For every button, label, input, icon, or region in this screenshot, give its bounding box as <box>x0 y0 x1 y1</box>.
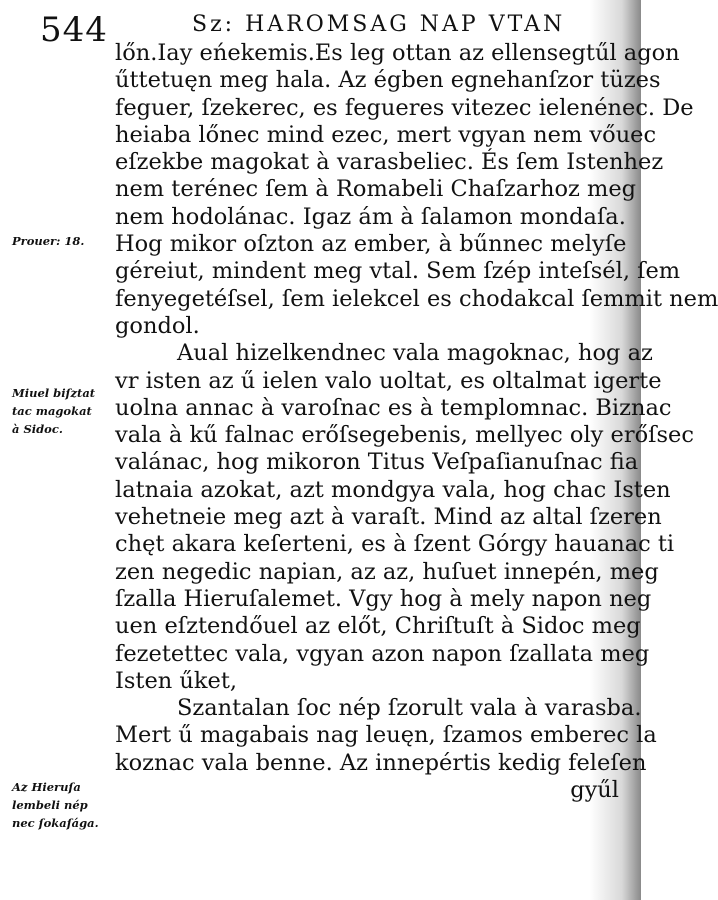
text-line: Aual hizelkendnec vala magoknac, hog az <box>177 340 653 367</box>
text-line: zen negedic napian, az az, huſuet innepén, meg <box>115 558 659 585</box>
text-line: chęt akara keſerteni, es à ſzent Górgy hauanac ti <box>115 531 675 558</box>
text-line: vr isten az ű ielen valo uoltat, es oltalmat igerte <box>115 367 662 394</box>
text-line: vala à kű falnac erőſsegebenis, mellyec oly erőſsec <box>115 422 694 449</box>
margin-note-jerusalem: Az Hieruſa lembeli nép nec ſokaſága. <box>12 780 99 830</box>
text-line: űttetuęn meg hala. Az égben egnehanſzor tüzes <box>115 67 661 94</box>
text-line: géreiut, mindent meg vtal. Sem ſzép inteſsél, ſem <box>115 258 681 285</box>
paragraph-3 <box>115 695 657 804</box>
catchword: gyűl <box>570 777 619 804</box>
running-head: Sz: HAROMSAG NAP VTAN <box>192 12 566 37</box>
text-line: fenyegetéſsel, ſem ielekcel es chodakcal ſemmit nem <box>115 285 718 312</box>
text-line: Mert ű magabais nag leuęn, ſzamos emberec la <box>115 722 657 749</box>
text-line: feguer, ſzekerec, es fegueres vitezec ielenénec. De <box>115 94 694 121</box>
text-line: eſzekbe magokat à varasbeliec. És ſem Istenhez <box>115 149 664 176</box>
margin-note-proverbs: Prouer: 18. <box>12 234 85 248</box>
text-line: koznac vala benne. Az innepértis kedig feleſen <box>115 749 647 776</box>
text-line: lőn.Iay eńekemis.Es leg ottan az ellensegtűl agon <box>115 40 680 66</box>
text-line: Hog mikor oſzton az ember, à bűnnec melyſe <box>115 231 627 258</box>
text-line: uen eſztendőuel az előt, Chriſtuſt à Sidoc meg <box>115 613 641 640</box>
text-line: gondol. <box>115 312 200 339</box>
paragraph-2 <box>115 340 694 695</box>
paragraph-1 <box>115 40 718 340</box>
text-line: fezetettec vala, vgyan azon napon ſzallata meg <box>115 640 650 667</box>
text-line: nem hodolánac. Igaz ám à ſalamon mondaſa. <box>115 203 626 230</box>
text-line: uolna annac à varoſnac es à templomnac. Biznac <box>115 394 672 421</box>
text-line: nem terénec ſem à Romabeli Chaſzarhoz meg <box>115 176 637 203</box>
margin-note-jews: Miuel biſztat tac magokat à Sidoc. <box>12 386 96 436</box>
text-line: heiaba lőnec mind ezec, mert vgyan nem vőuec <box>115 121 657 148</box>
text-line: ſzalla Hieruſalemet. Vgy hog à mely napon neg <box>115 585 652 612</box>
text-line: Isten űket, <box>115 667 238 694</box>
page-number: 544 <box>40 10 108 50</box>
text-line: vehetneie meg azt à varaſt. Mind az altal ſzeren <box>115 504 662 531</box>
text-line: latnaia azokat, azt mondgya vala, hog chac Isten <box>115 476 671 503</box>
text-line: Szantalan ſoc nép ſzorult vala à varasba. <box>177 695 642 722</box>
main-text <box>115 40 718 804</box>
text-line: valánac, hog mikoron Titus Veſpaſianuſnac fia <box>115 449 639 476</box>
